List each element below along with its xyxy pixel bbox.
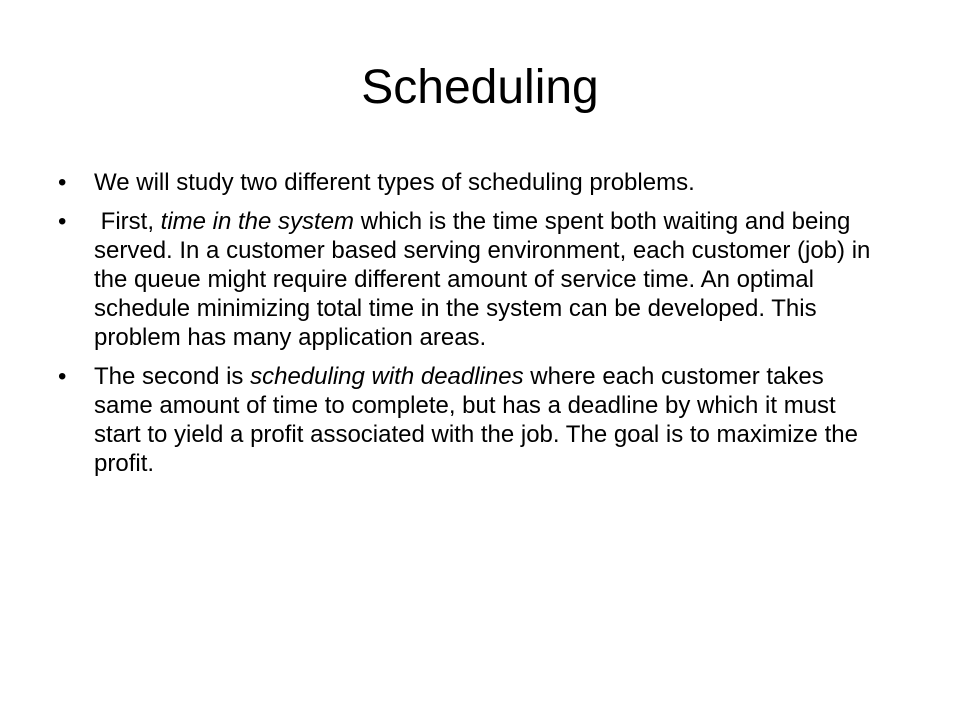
bullet-text-emphasis: scheduling with deadlines [250,363,524,390]
bullet-text-segment: First, [94,208,161,235]
bullet-text [94,362,888,478]
bullet-text-segment: We will study two different types of scheduling problems. [94,169,695,196]
bullet-item-2 [58,207,888,352]
slide-title: Scheduling [361,61,599,114]
bullet-text [94,168,888,197]
bullet-text-segment: which is the time spent both waiting and being served. In a customer based serving environment, each customer (job) in the queue might require different amount of service time. An optimal schedule minimizing total time in the system can be developed. This problem has many application areas. [94,208,871,351]
bullet-text-segment: The second is [94,363,251,390]
bullet-list [58,168,888,488]
bullet-marker: • [58,208,67,235]
bullet-item-1 [58,168,888,197]
bullet-text-emphasis: time in the system [160,208,355,235]
bullet-marker: • [58,169,67,196]
bullet-text-segment: where each customer takes same amount of time to complete, but has a deadline by which it must start to yield a profit associated with the job. The goal is to maximize the profit. [94,363,858,477]
bullet-item-3 [58,362,888,478]
bullet-marker: • [58,363,67,390]
bullet-text [94,207,888,352]
